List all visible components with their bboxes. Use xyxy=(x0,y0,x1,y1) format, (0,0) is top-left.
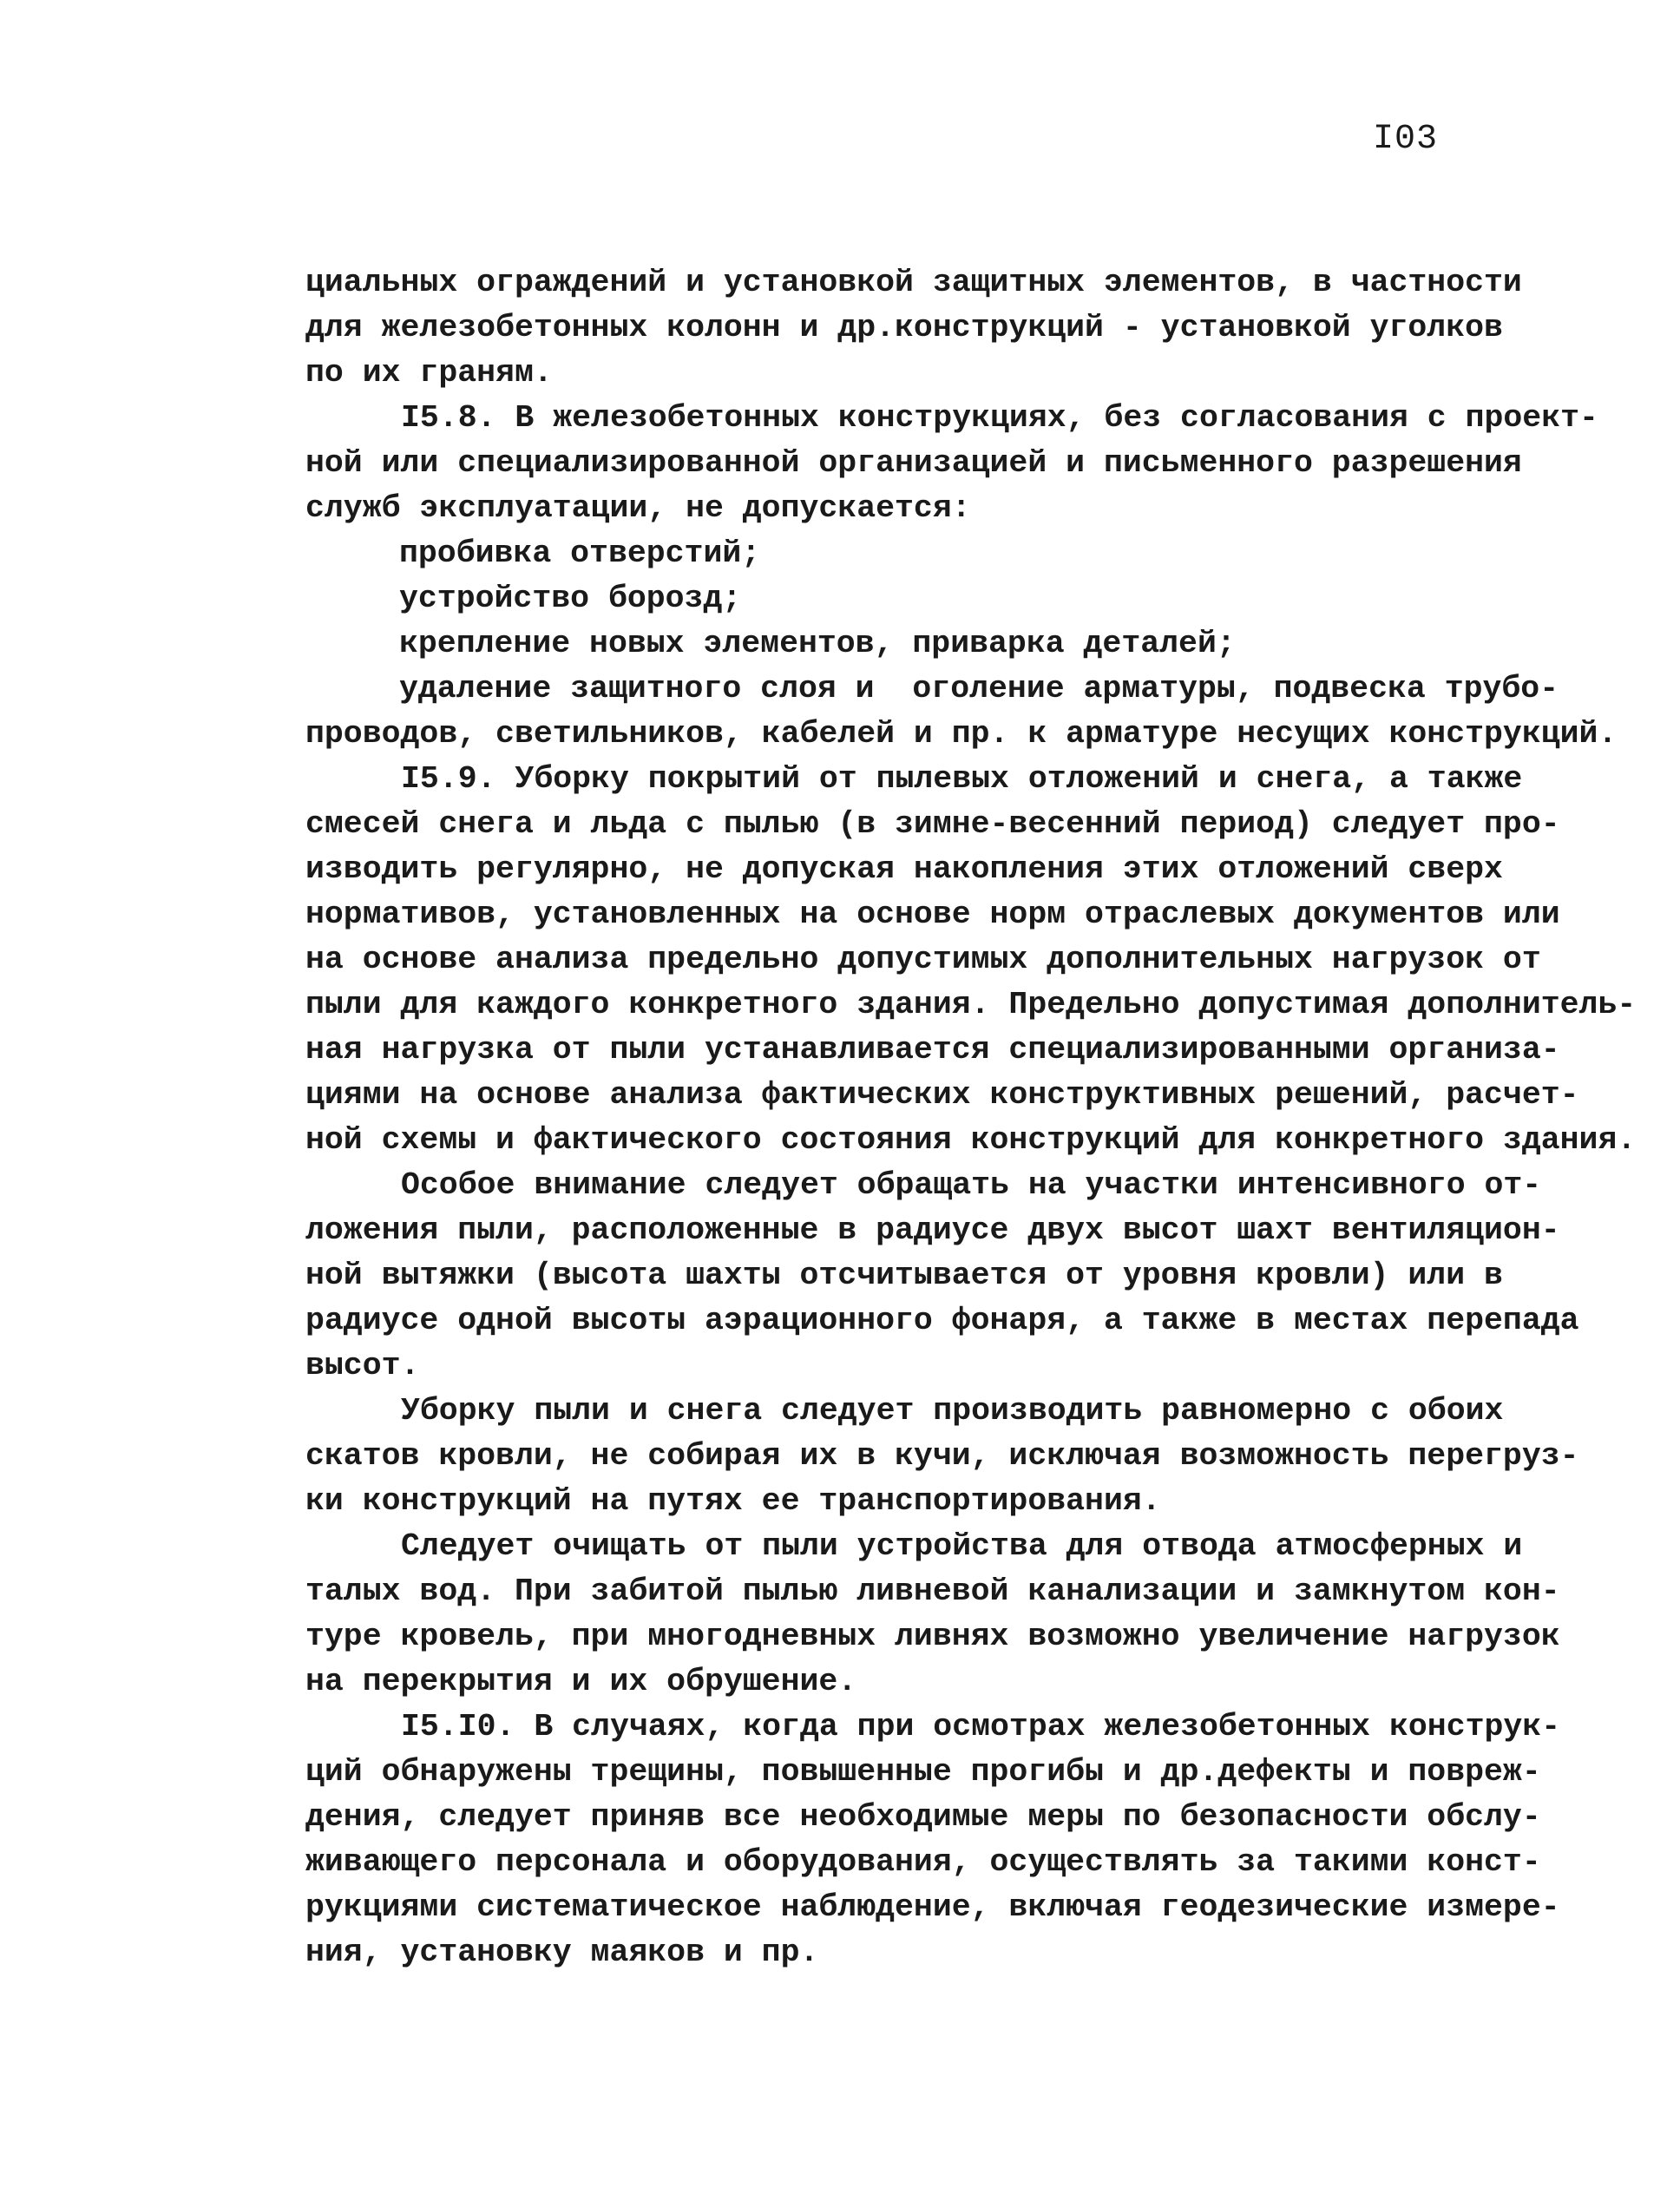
text-line: дения, следует приняв все необходимые меры по безопасности обслу- xyxy=(305,1799,1541,1835)
text-line: I5.8. В железобетонных конструкциях, без согласования с проект- xyxy=(401,400,1598,436)
text-line: циальных ограждений и установкой защитных элементов, в частности xyxy=(305,265,1522,300)
text-line: I5.9. Уборку покрытий от пылевых отложений и снега, а также xyxy=(401,761,1523,797)
text-line: живающего персонала и оборудования, осуществлять за такими конст- xyxy=(305,1844,1541,1880)
text-line: Особое внимание следует обращать на участки интенсивного от- xyxy=(401,1167,1542,1203)
text-line: радиусе одной высоты аэрационного фонаря, а также в местах перепада xyxy=(305,1303,1579,1338)
text-line: для железобетонных колонн и др.конструкций - установкой уголков xyxy=(305,310,1503,345)
text-line: ложения пыли, расположенные в радиусе двух высот шахт вентиляцион- xyxy=(305,1212,1560,1248)
text-line: по их граням. xyxy=(305,355,553,391)
text-line: ной или специализированной организацией и письменного разрешения xyxy=(305,445,1522,481)
text-line: талых вод. При забитой пылью ливневой канализации и замкнутом кон- xyxy=(305,1574,1560,1609)
text-line: пробивка отверстий; xyxy=(399,535,761,571)
text-line: циями на основе анализа фактических конструктивных решений, расчет- xyxy=(305,1077,1579,1113)
text-line: туре кровель, при многодневных ливнях возможно увеличение нагрузок xyxy=(305,1619,1560,1654)
text-line: на основе анализа предельно допустимых дополнительных нагрузок от xyxy=(305,942,1541,977)
text-line: смесей снега и льда с пылью (в зимне-весенний период) следует про- xyxy=(305,806,1560,842)
text-line: пыли для каждого конкретного здания. Предельно допустимая дополнитель- xyxy=(305,987,1637,1022)
text-line: служб эксплуатации, не допускается: xyxy=(305,490,971,526)
text-line: I5.I0. В случаях, когда при осмотрах железобетонных конструк- xyxy=(401,1709,1561,1744)
text-line: рукциями систематическое наблюдение, включая геодезические измере- xyxy=(305,1889,1560,1925)
page-number: I03 xyxy=(1373,120,1439,159)
text-line: высот. xyxy=(305,1348,420,1383)
text-line: ная нагрузка от пыли устанавливается специализированными организа- xyxy=(305,1032,1560,1068)
text-line: крепление новых элементов, приварка деталей; xyxy=(399,626,1236,661)
text-line: на перекрытия и их обрушение. xyxy=(305,1664,857,1699)
text-line: Уборку пыли и снега следует производить равномерно с обоих xyxy=(401,1393,1504,1429)
text-line: ния, установку маяков и пр. xyxy=(305,1935,819,1970)
text-line: устройство борозд; xyxy=(399,581,742,616)
text-line: нормативов, установленных на основе норм отраслевых документов или xyxy=(305,897,1560,932)
body-text xyxy=(305,260,1637,1975)
text-line: скатов кровли, не собирая их в кучи, исключая возможность перегруз- xyxy=(305,1438,1579,1474)
text-line: ной вытяжки (высота шахты отсчитывается от уровня кровли) или в xyxy=(305,1258,1503,1293)
text-line: Следует очищать от пыли устройства для отвода атмосферных и xyxy=(401,1528,1523,1564)
text-line: ки конструкций на путях ее транспортирования. xyxy=(305,1483,1161,1519)
text-line: изводить регулярно, не допуская накопления этих отложений сверх xyxy=(305,851,1503,887)
text-line: удаление защитного слоя и оголение арматуры, подвеска трубо- xyxy=(399,671,1559,706)
text-line: ций обнаружены трещины, повышенные прогибы и др.дефекты и повреж- xyxy=(305,1754,1541,1790)
text-line: проводов, светильников, кабелей и пр. к арматуре несущих конструкций. xyxy=(305,716,1618,752)
text-line: ной схемы и фактического состояния конструкций для конкретного здания. xyxy=(305,1122,1637,1158)
